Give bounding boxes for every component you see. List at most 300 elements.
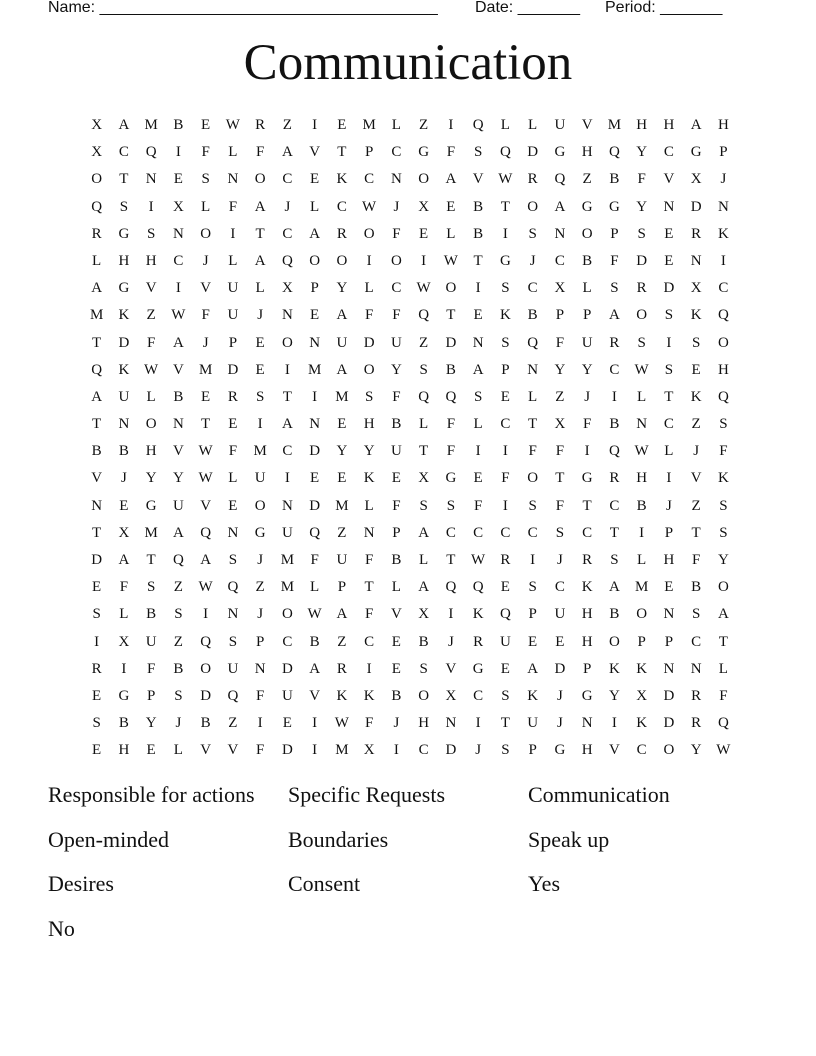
grid-letter: K xyxy=(363,687,375,704)
grid-letter: E xyxy=(500,579,510,596)
grid-letter: R xyxy=(527,171,538,188)
grid-letter: I xyxy=(502,497,508,514)
grid-letter: F xyxy=(473,497,483,514)
grid-letter: L xyxy=(473,416,483,433)
grid-letter: I xyxy=(148,198,154,215)
grid-letter: M xyxy=(335,742,349,759)
grid-letter: Q xyxy=(227,687,239,704)
grid-letter: L xyxy=(528,117,538,133)
grid-letter: E xyxy=(201,117,211,133)
grid-letter: S xyxy=(664,307,674,324)
grid-letter: V xyxy=(91,470,103,487)
grid-letter: S xyxy=(446,497,456,514)
grid-letter: A xyxy=(118,552,130,568)
grid-letter: N xyxy=(663,660,675,677)
grid-letter: T xyxy=(255,225,265,242)
grid-letter: E xyxy=(446,198,456,215)
grid-letter: E xyxy=(255,361,265,378)
grid-row xyxy=(83,493,737,520)
grid-letter: B xyxy=(418,633,429,650)
grid-row xyxy=(83,194,737,221)
grid-letter: J xyxy=(529,252,536,269)
grid-letter: B xyxy=(118,443,129,460)
grid-letter: C xyxy=(445,524,456,541)
grid-letter: Q xyxy=(472,579,484,596)
grid-letter: E xyxy=(310,470,320,487)
word-bank-item: Consent xyxy=(288,871,361,896)
grid-letter: H xyxy=(581,633,593,650)
grid-letter: F xyxy=(119,579,129,596)
grid-letter: U xyxy=(227,307,239,324)
grid-letter: N xyxy=(118,416,130,433)
grid-letter: C xyxy=(282,225,293,242)
grid-letter: E xyxy=(391,660,401,677)
grid-letter: A xyxy=(336,307,348,324)
grid-row xyxy=(83,166,737,193)
grid-letter: U xyxy=(145,633,157,650)
grid-letter: Q xyxy=(281,252,293,269)
grid-letter: I xyxy=(121,660,127,677)
grid-letter: T xyxy=(446,307,456,324)
grid-letter: H xyxy=(717,361,729,378)
grid-letter: E xyxy=(419,225,429,242)
grid-letter: I xyxy=(312,117,318,133)
grid-letter: Z xyxy=(282,117,292,133)
grid-letter: E xyxy=(337,416,347,433)
grid-letter: X xyxy=(690,280,702,297)
grid-letter: E xyxy=(119,497,129,514)
grid-letter: A xyxy=(472,361,484,378)
grid-letter: P xyxy=(637,633,646,650)
grid-letter: N xyxy=(663,198,675,215)
grid-letter: L xyxy=(228,252,238,269)
grid-letter: D xyxy=(118,334,130,351)
grid-letter: B xyxy=(391,416,402,433)
grid-letter: N xyxy=(172,225,184,242)
grid-letter: F xyxy=(201,144,210,161)
grid-letter: I xyxy=(366,252,372,269)
grid-letter: S xyxy=(610,280,619,297)
grid-letter: X xyxy=(554,416,566,433)
grid-letter: L xyxy=(201,198,211,215)
grid-letter: W xyxy=(144,361,159,378)
grid-letter: B xyxy=(173,388,184,405)
grid-letter: Q xyxy=(499,144,511,161)
grid-letter: C xyxy=(663,144,674,161)
grid-letter: Z xyxy=(419,334,429,351)
grid-letter: R xyxy=(500,552,511,568)
grid-letter: N xyxy=(309,334,321,351)
grid-letter: F xyxy=(691,552,701,568)
grid-letter: Y xyxy=(554,361,566,378)
grid-letter: T xyxy=(337,144,347,161)
grid-letter: T xyxy=(473,252,483,269)
grid-letter: Z xyxy=(228,715,238,732)
grid-letter: F xyxy=(582,416,592,433)
grid-letter: G xyxy=(608,198,620,215)
grid-letter: G xyxy=(581,198,593,215)
grid-letter: I xyxy=(530,552,536,568)
grid-letter: O xyxy=(608,633,620,650)
grid-letter: K xyxy=(336,687,348,704)
grid-letter: Q xyxy=(472,117,484,133)
grid-letter: O xyxy=(390,252,402,269)
grid-letter: H xyxy=(581,742,593,759)
grid-letter: E xyxy=(664,579,674,596)
grid-letter: E xyxy=(228,497,238,514)
grid-letter: H xyxy=(118,252,130,269)
grid-letter: N xyxy=(91,497,103,514)
grid-letter: I xyxy=(284,361,290,378)
grid-letter: F xyxy=(201,307,210,324)
grid-letter: Y xyxy=(690,742,702,759)
grid-letter: B xyxy=(391,687,402,704)
grid-letter: F xyxy=(555,443,565,460)
grid-letter: O xyxy=(309,252,321,269)
grid-row xyxy=(83,601,737,628)
grid-letter: N xyxy=(581,715,593,732)
grid-letter: C xyxy=(173,252,184,269)
grid-letter: S xyxy=(228,552,238,568)
grid-letter: F xyxy=(146,660,156,677)
grid-letter: F xyxy=(610,252,619,269)
word-bank-item: Speak up xyxy=(528,826,610,852)
grid-letter: D xyxy=(200,687,212,704)
grid-letter: Y xyxy=(145,470,157,487)
grid-letter: N xyxy=(281,497,293,514)
grid-letter: G xyxy=(554,742,566,759)
grid-letter: D xyxy=(663,715,675,732)
grid-letter: J xyxy=(393,198,400,215)
grid-letter: J xyxy=(393,715,400,732)
grid-letter: B xyxy=(609,416,620,433)
grid-letter: O xyxy=(336,252,348,269)
grid-letter: Q xyxy=(309,524,321,541)
grid-letter: S xyxy=(255,388,265,405)
grid-letter: Q xyxy=(499,606,511,623)
grid-letter: U xyxy=(390,443,402,460)
grid-letter: C xyxy=(527,524,538,541)
grid-letter: Z xyxy=(419,117,429,133)
grid-letter: M xyxy=(253,443,267,460)
grid-letter: A xyxy=(172,334,184,351)
grid-row xyxy=(83,710,737,737)
grid-letter: K xyxy=(499,307,511,324)
grid-letter: S xyxy=(174,606,183,623)
grid-letter: B xyxy=(173,660,184,677)
grid-letter: A xyxy=(281,144,293,161)
grid-letter: V xyxy=(200,497,212,514)
grid-letter: Y xyxy=(145,715,157,732)
grid-letter: B xyxy=(173,117,184,133)
grid-letter: O xyxy=(445,280,457,297)
grid-letter: F xyxy=(255,742,265,759)
grid-letter: Y xyxy=(390,361,402,378)
grid-letter: O xyxy=(200,660,212,677)
grid-letter: M xyxy=(607,117,622,133)
grid-letter: W xyxy=(362,198,377,215)
grid-letter: W xyxy=(225,117,240,133)
grid-letter: S xyxy=(364,388,374,405)
grid-letter: L xyxy=(228,144,238,161)
grid-letter: C xyxy=(609,361,620,378)
grid-letter: V xyxy=(172,361,184,378)
grid-letter: X xyxy=(118,524,130,541)
grid-letter: F xyxy=(255,144,265,161)
grid-row xyxy=(83,465,737,492)
grid-letter: E xyxy=(92,742,102,759)
grid-letter: I xyxy=(584,443,590,460)
grid-letter: E xyxy=(391,470,401,487)
grid-letter: D xyxy=(363,334,375,351)
grid-letter: H xyxy=(145,443,157,460)
grid-letter: K xyxy=(581,579,593,596)
grid-letter: N xyxy=(527,361,539,378)
grid-letter: S xyxy=(719,416,728,433)
grid-letter: J xyxy=(120,470,127,487)
grid-letter: P xyxy=(392,524,401,541)
grid-letter: T xyxy=(119,171,129,188)
grid-letter: W xyxy=(307,606,322,623)
grid-letter: H xyxy=(145,252,157,269)
grid-letter: O xyxy=(363,361,375,378)
grid-letter: U xyxy=(554,117,566,133)
grid-letter: N xyxy=(309,416,321,433)
grid-letter: S xyxy=(174,687,183,704)
grid-letter: A xyxy=(254,252,266,269)
grid-letter: A xyxy=(200,552,212,568)
grid-letter: C xyxy=(282,171,293,188)
grid-letter: O xyxy=(418,171,430,188)
grid-letter: F xyxy=(255,687,265,704)
page-title: Communication xyxy=(243,35,573,91)
grid-letter: K xyxy=(118,361,130,378)
grid-row xyxy=(83,384,737,411)
grid-letter: K xyxy=(690,388,702,405)
grid-letter: U xyxy=(336,334,348,351)
grid-letter: H xyxy=(581,144,593,161)
grid-letter: S xyxy=(664,361,674,378)
grid-letter: N xyxy=(445,715,457,732)
grid-letter: V xyxy=(663,171,675,188)
grid-letter: P xyxy=(664,524,674,541)
grid-letter: J xyxy=(284,198,291,215)
grid-row xyxy=(83,357,737,384)
grid-letter: E xyxy=(92,687,102,704)
grid-letter: Q xyxy=(91,198,103,215)
grid-letter: T xyxy=(92,524,102,541)
grid-letter: Q xyxy=(445,388,457,405)
grid-letter: H xyxy=(118,742,130,759)
grid-letter: S xyxy=(419,660,428,677)
grid-letter: J xyxy=(257,606,264,623)
grid-letter: O xyxy=(254,171,266,188)
grid-letter: F xyxy=(637,171,646,188)
grid-letter: C xyxy=(282,443,293,460)
grid-letter: R xyxy=(227,388,238,405)
grid-letter: M xyxy=(634,579,649,596)
grid-letter: Q xyxy=(91,361,103,378)
grid-letter: A xyxy=(527,660,539,677)
period-field-label: Period: _______ xyxy=(605,0,723,16)
grid-letter: M xyxy=(144,524,158,541)
grid-letter: O xyxy=(200,225,212,242)
grid-row xyxy=(83,330,737,357)
grid-letter: I xyxy=(720,252,726,269)
grid-letter: I xyxy=(475,280,481,297)
grid-letter: B xyxy=(473,225,484,242)
grid-letter: D xyxy=(663,687,675,704)
grid-letter: B xyxy=(609,171,620,188)
grid-letter: E xyxy=(473,307,483,324)
grid-letter: Y xyxy=(636,198,648,215)
grid-letter: D xyxy=(636,252,648,269)
grid-letter: X xyxy=(445,687,457,704)
grid-letter: C xyxy=(527,280,538,297)
grid-letter: Y xyxy=(336,443,348,460)
grid-letter: N xyxy=(145,171,157,188)
grid-letter: O xyxy=(663,742,675,759)
grid-letter: V xyxy=(690,470,702,487)
grid-letter: F xyxy=(446,416,456,433)
grid-letter: E xyxy=(528,633,538,650)
grid-letter: F xyxy=(528,443,537,460)
grid-row xyxy=(83,248,737,275)
grid-row xyxy=(83,629,737,656)
grid-letter: L xyxy=(364,280,374,297)
grid-letter: G xyxy=(581,687,593,704)
grid-letter: I xyxy=(502,225,508,242)
grid-letter: Y xyxy=(172,470,184,487)
grid-letter: I xyxy=(175,280,181,297)
grid-letter: P xyxy=(528,606,537,623)
grid-letter: M xyxy=(89,307,104,324)
grid-letter: A xyxy=(309,225,321,242)
grid-letter: N xyxy=(717,198,729,215)
grid-letter: S xyxy=(501,742,510,759)
grid-letter: N xyxy=(227,524,239,541)
student-info-header xyxy=(48,0,748,21)
grid-letter: F xyxy=(446,443,456,460)
grid-letter: G xyxy=(499,252,511,269)
grid-letter: T xyxy=(555,470,565,487)
grid-letter: K xyxy=(717,225,729,242)
grid-letter: W xyxy=(198,579,213,596)
grid-letter: N xyxy=(663,606,675,623)
grid-letter: V xyxy=(309,687,321,704)
grid-letter: A xyxy=(336,606,348,623)
grid-letter: H xyxy=(418,715,430,732)
grid-letter: C xyxy=(582,524,593,541)
grid-row xyxy=(83,112,737,139)
grid-letter: Z xyxy=(337,524,347,541)
grid-letter: Z xyxy=(691,416,701,433)
grid-letter: I xyxy=(312,742,318,759)
grid-letter: J xyxy=(257,307,264,324)
grid-letter: X xyxy=(118,633,130,650)
grid-letter: C xyxy=(554,579,565,596)
grid-letter: N xyxy=(690,660,702,677)
grid-letter: T xyxy=(609,524,619,541)
grid-letter: G xyxy=(418,144,430,161)
grid-letter: K xyxy=(636,660,648,677)
grid-letter: J xyxy=(447,633,454,650)
grid-letter: B xyxy=(146,606,157,623)
grid-letter: S xyxy=(228,633,238,650)
grid-letter: T xyxy=(500,715,510,732)
grid-letter: M xyxy=(280,579,295,596)
grid-letter: U xyxy=(281,687,293,704)
grid-letter: I xyxy=(502,443,508,460)
grid-letter: F xyxy=(364,552,374,568)
grid-letter: X xyxy=(418,198,430,215)
grid-letter: Y xyxy=(608,687,620,704)
grid-letter: N xyxy=(690,252,702,269)
grid-letter: K xyxy=(608,660,620,677)
grid-letter: V xyxy=(581,117,593,133)
word-bank-item: Specific Requests xyxy=(288,782,446,807)
grid-letter: E xyxy=(500,660,510,677)
grid-letter: E xyxy=(337,470,347,487)
grid-letter: C xyxy=(554,252,565,269)
grid-letter: Y xyxy=(363,443,375,460)
grid-letter: I xyxy=(611,388,617,405)
grid-letter: C xyxy=(364,633,375,650)
grid-letter: A xyxy=(309,660,321,677)
grid-letter: E xyxy=(201,388,211,405)
word-bank-item: Desires xyxy=(48,871,114,896)
grid-letter: I xyxy=(312,715,318,732)
grid-letter: L xyxy=(92,252,102,269)
grid-letter: W xyxy=(171,307,186,324)
grid-letter: F xyxy=(364,307,374,324)
grid-letter: E xyxy=(500,388,510,405)
grid-letter: I xyxy=(421,252,427,269)
grid-letter: D xyxy=(445,334,457,351)
grid-letter: C xyxy=(500,416,511,433)
grid-letter: V xyxy=(390,606,402,623)
grid-letter: T xyxy=(364,579,374,596)
grid-letter: S xyxy=(691,606,701,623)
grid-letter: D xyxy=(690,198,702,215)
grid-letter: P xyxy=(719,144,728,161)
grid-letter: B xyxy=(200,715,211,732)
grid-row xyxy=(83,139,737,166)
grid-letter: Y xyxy=(717,552,729,568)
grid-letter: B xyxy=(118,715,129,732)
grid-letter: M xyxy=(362,117,376,133)
grid-letter: Q xyxy=(608,144,620,161)
grid-letter: N xyxy=(472,334,484,351)
grid-letter: V xyxy=(145,280,157,297)
grid-letter: N xyxy=(363,524,375,541)
grid-letter: R xyxy=(691,715,702,732)
grid-letter: R xyxy=(609,334,620,351)
grid-letter: F xyxy=(555,334,565,351)
grid-letter: M xyxy=(335,497,349,514)
grid-row xyxy=(83,683,737,710)
grid-letter: I xyxy=(203,606,209,623)
grid-letter: C xyxy=(473,524,484,541)
grid-row xyxy=(83,574,737,601)
grid-letter: R xyxy=(336,660,347,677)
grid-letter: I xyxy=(448,117,454,133)
grid-letter: Q xyxy=(172,552,184,568)
grid-letter: F xyxy=(555,497,565,514)
grid-letter: L xyxy=(419,552,429,568)
grid-letter: C xyxy=(473,687,484,704)
grid-letter: O xyxy=(527,198,539,215)
